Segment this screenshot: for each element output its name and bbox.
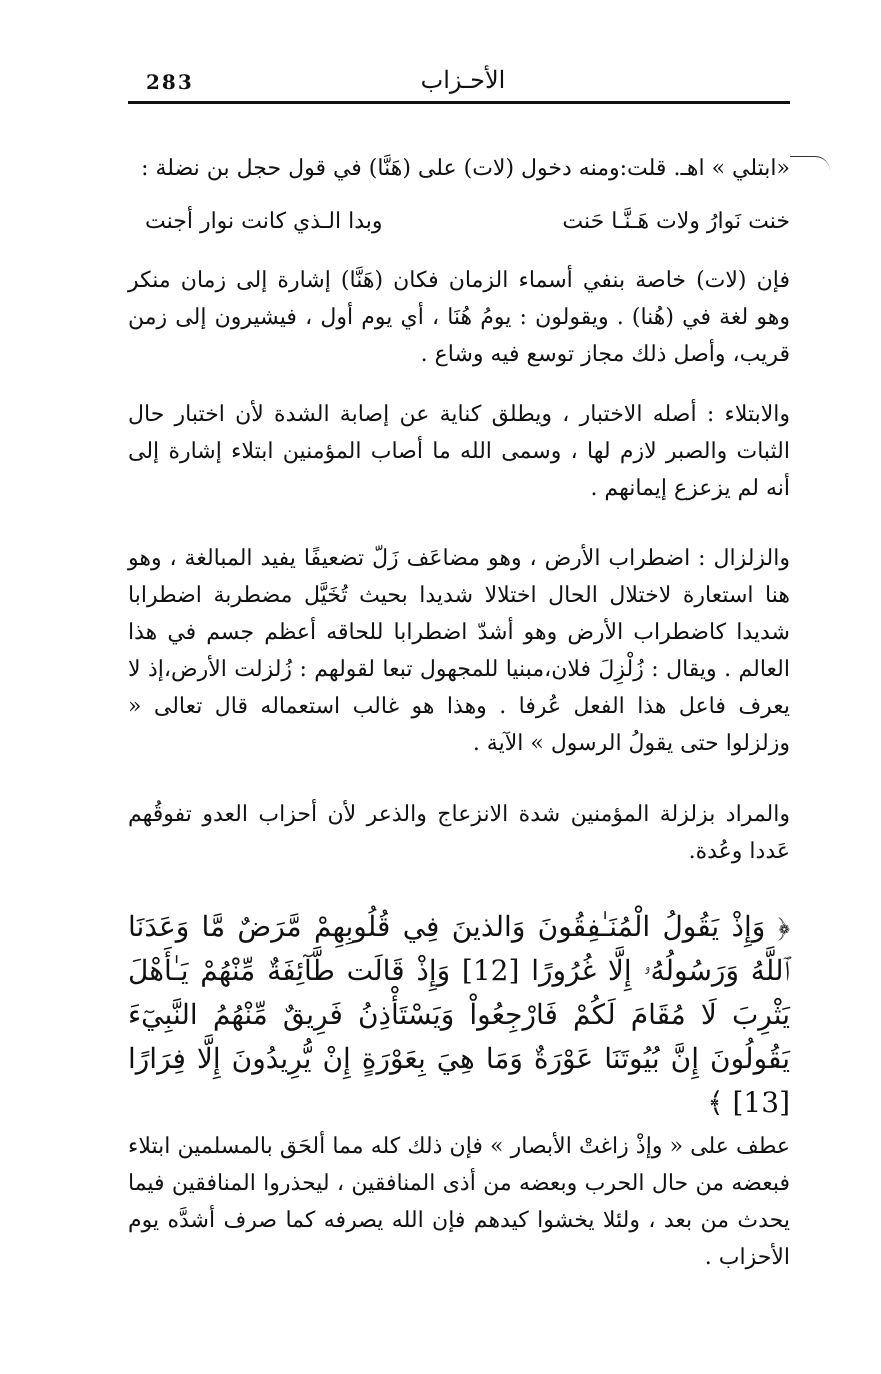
poetry-verse — [145, 203, 790, 240]
paragraph-ibtila: والابتلاء : أصله الاختبار ، ويطلق كناية عن إصابة الشدة لأن اختبار حال الثبات والصبر لازم لها ، وسمى الله ما أصاب المؤمنين ابتلاء إشارة إلى أنه لم يزعزع إيمانهم . — [128, 402, 790, 501]
paragraph-zilzal: والزلزال : اضطراب الأرض ، وهو مضاعَف زَلّ تضعيفًا يفيد المبالغة ، وهو هنا استعارة لاختلال الحال اختلالا شديدا بحيث تُخَيَّل مضطربة اضطرابا شديدا كاضطراب الأرض وهو أشدّ اضطرابا للحاقه أعظم جسم في هذا العالم . ويقال : زُلْزِلَ فلان،مبنيا للمجهول تبعا لقولهم : زُلزلت الأرض،إذ لا يعرف فاعل هذا الفعل عُرفا . وهذا هو غالب استعماله قال تعالى « وزلزلوا حتى يقولُ الرسول » الآية . — [128, 546, 790, 756]
page-header — [128, 60, 788, 100]
paragraph-commentary: عطف على « وإذْ زاغتْ الأبصار » فإن ذلك كله مما ألحَق بالمسلمين ابتلاء فبعضه من حال الحرب وبعضه من أذى المنافقين ، ليحذروا المنافقين فيما يحدث من بعد ، ولئلا يخشوا كيدهم فإن الله يصرفه كما صرف أشدَّه يوم الأحزاب . — [128, 1134, 790, 1270]
paragraph-ibtili-note: «ابتلي » اهـ. قلت:ومنه دخول (لات) على (هَنَّا) في قول حجل بن نضلة : — [141, 156, 790, 181]
page-number: 283 — [146, 70, 194, 94]
paragraph-meaning: والمراد بزلزلة المؤمنين شدة الانزعاج والذعر لأن أحزاب العدو تفوقُهم عَددا وعُدة. — [128, 802, 790, 864]
margin-continuation-mark — [790, 156, 830, 171]
quran-verse-block: ﴿ وَإِذْ يَقُولُ الْمُنَـٰفِقُونَ وَالذينَ فِي قُلُوبِهِمْ مَّرَضٌ مَّا وَعَدَنَا ٱللَّهُ وَرَسُولُهُۥ إِلَّا غُرُورًا [12] وَإِذْ قَالَت طَّآئِفَةٌ مِّنْهُمْ يَـٰأَهْلَ يَثْرِبَ لَا مُقَامَ لَكُمْ فَارْجِعُواْ وَيَسْتَأْذِنُ فَرِيقٌ مِّنْهُمُ النَّبِيٓءَ يَقُولُونَ إِنَّ بُيُوتَنَا عَوْرَةٌ وَمَا هِيَ بِعَوْرَةٍ إِنْ يُّرِيدُونَ إِلَّا فِرَارًا [13] ﴾ — [128, 910, 790, 1119]
running-title: الأحـزاب — [420, 66, 506, 94]
header-rule — [128, 101, 790, 104]
paragraph-lat: فإن (لات) خاصة بنفي أسماء الزمان فكان (هَنَّا) إشارة إلى زمان منكر وهو لغة في (هُنا) . ويقولون : يومُ هُنَا ، أي يوم أول ، فيشيرون إلى زمن قريب، وأصل ذلك مجاز توسع فيه وشاع . — [128, 268, 790, 367]
verse-first-hemistich: خنت نَوارُ ولات هَـنَّـا حَنت — [562, 209, 790, 234]
verse-second-hemistich: وبدا الـذي كانت نوار أجنت — [145, 209, 383, 234]
